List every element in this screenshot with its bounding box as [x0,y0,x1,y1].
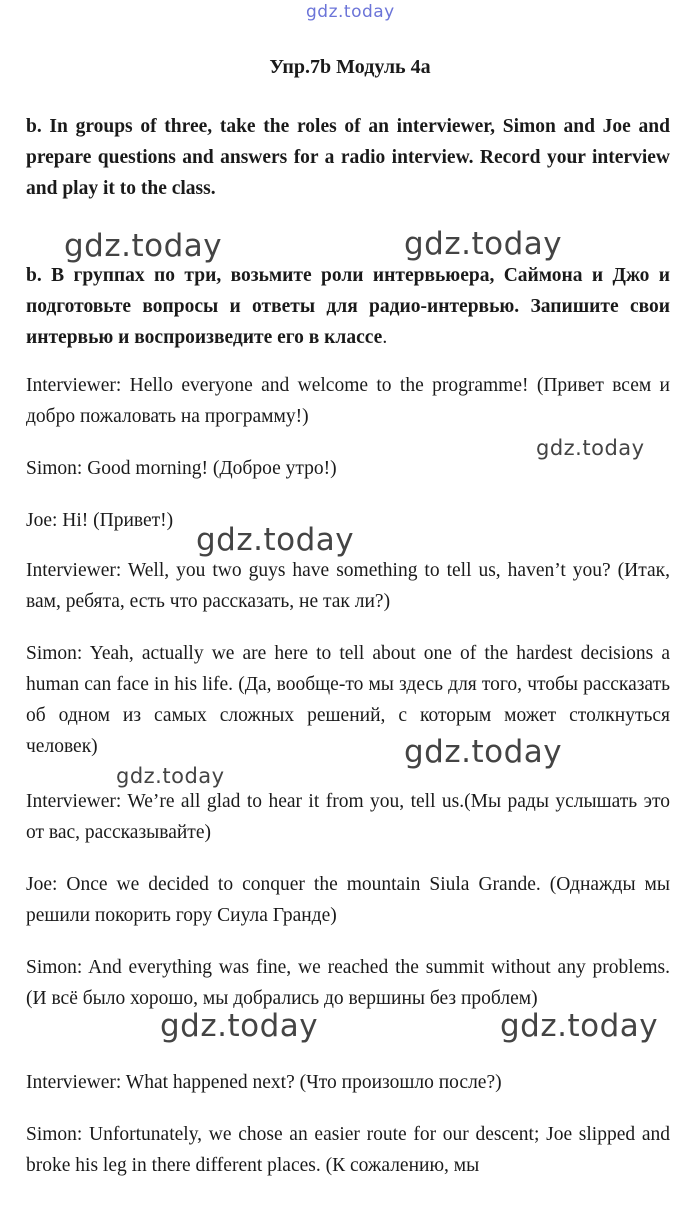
watermark: gdz.today [64,228,223,264]
dialogue-line [26,638,670,762]
watermark: gdz.today [536,436,645,460]
dialogue-text: Interviewer: What happened next? (Что произошло после?) [26,1072,502,1093]
dialogue-text: Simon: And everything was fine, we reached the summit without any problems. (И всё было хорошо, мы добрались до вершины без проблем) [26,957,670,1009]
task-english-text: b. In groups of three, take the roles of an interviewer, Simon and Joe and prepare questions and answers for a radio interview. Record your interview and play it to the class. [26,116,670,199]
dialogue-line [26,1067,670,1098]
dialogue-line [26,505,670,536]
task-russian-period: . [382,327,388,348]
task-russian-body: b. В группах по три, возьмите роли интервьюера, Саймона и Джо и подготовьте вопросы и ответы для радио-интервью. Запишите свои интервью и воспроизведите его в классе [26,265,670,348]
dialogue-text: Simon: Good morning! (Доброе утро!) [26,458,337,479]
dialogue-line [26,786,670,848]
dialogue-line [26,869,670,931]
dialogue-line [26,555,670,617]
task-russian-text [26,260,670,353]
watermark: gdz.today [404,226,563,262]
dialogue-text: Joe: Hi! (Привет!) [26,510,174,531]
watermark: gdz.today [160,1008,319,1044]
dialogue-line [26,370,670,432]
dialogue-text: Simon: Unfortunately, we chose an easier route for our descent; Joe slipped and broke his leg in there different places. (К сожалению, мы [26,1124,670,1176]
watermark-top[interactable]: gdz.today [306,2,395,22]
dialogue-line [26,453,670,484]
dialogue-line [26,952,670,1014]
dialogue-text: Simon: Yeah, actually we are here to tell about one of the hardest decisions a human can face in his life. (Да, вообще-то мы здесь для того, чтобы рассказать об одном из самых сложных решений, с которым может столкнуться человек) [26,643,670,757]
watermark: gdz.today [196,522,355,558]
dialogue-text: Joe: Once we decided to conquer the mountain Siula Grande. (Однажды мы решили покорить гору Сиула Гранде) [26,874,670,926]
dialogue-text: Interviewer: We’re all glad to hear it from you, tell us.(Мы рады услышать это от вас, рассказывайте) [26,791,670,843]
task-russian [26,260,670,353]
dialogue-text: Interviewer: Well, you two guys have something to tell us, haven’t you? (Итак, вам, ребята, есть что рассказать, не так ли?) [26,560,670,612]
watermark: gdz.today [500,1008,659,1044]
task-english [26,111,670,204]
watermark: gdz.today [116,764,225,788]
dialogue-line [26,1119,670,1181]
page-title: Упр.7b Модуль 4а [269,56,431,78]
dialogue-text: Interviewer: Hello everyone and welcome to the programme! (Привет всем и добро пожаловать на программу!) [26,375,670,427]
watermark: gdz.today [404,734,563,770]
